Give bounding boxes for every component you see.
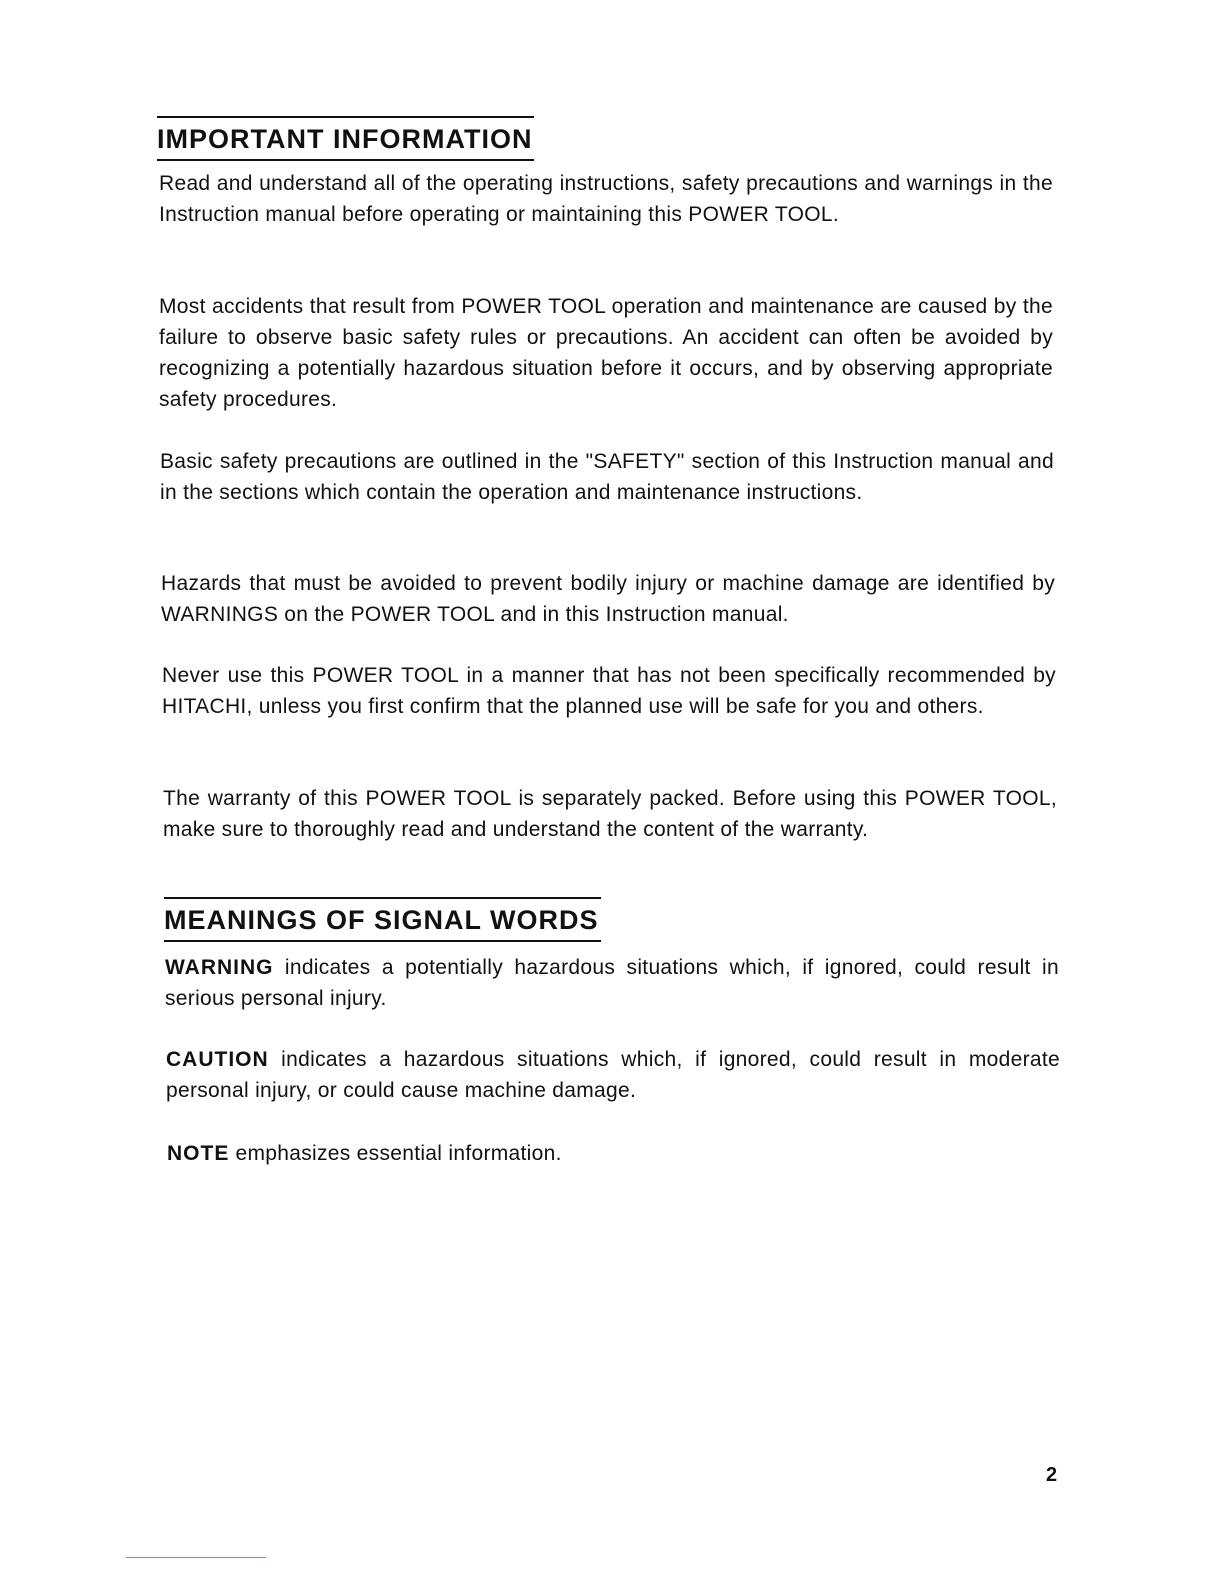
paragraph-hazards: Hazards that must be avoided to prevent bodily injury or machine damage are identified by WARNINGS on the POWER TOOL and in this Instruction manual.: [161, 572, 1055, 626]
note-text: emphasizes essential information.: [229, 1142, 562, 1165]
important-information-heading: IMPORTANT INFORMATION: [157, 116, 534, 161]
caution-label: CAUTION: [166, 1048, 269, 1071]
footer-divider: [126, 1557, 266, 1558]
caution-text: indicates a hazardous situations which, if ignored, could result in moderate personal injury, or could cause machine damage.: [166, 1048, 1060, 1102]
paragraph-never-use: Never use this POWER TOOL in a manner that has not been specifically recommended by HITACHI, unless you first confirm that the planned use will be safe for you and others.: [162, 664, 1056, 718]
signal-word-warning: [165, 952, 1059, 1014]
note-label: NOTE: [167, 1142, 230, 1165]
paragraph-accidents: Most accidents that result from POWER TOOL operation and maintenance are caused by the failure to observe basic safety rules or precautions. An accident can often be avoided by recognizing a potentially hazardous situation before it occurs, and by observing appropriate safety procedures.: [159, 295, 1053, 411]
signal-word-caution: [166, 1044, 1060, 1106]
page-number: 2: [1046, 1464, 1058, 1486]
signal-word-note: [167, 1138, 1061, 1169]
signal-words-heading: MEANINGS OF SIGNAL WORDS: [164, 897, 601, 942]
paragraph-read-instructions: Read and understand all of the operating instructions, safety precautions and warnings in the Instruction manual before operating or maintaining this POWER TOOL.: [159, 172, 1053, 226]
paragraph-warranty: The warranty of this POWER TOOL is separately packed. Before using this POWER TOOL, make sure to thoroughly read and understand the content of the warranty.: [163, 787, 1057, 841]
paragraph-basic-safety: Basic safety precautions are outlined in the "SAFETY" section of this Instruction manual and in the sections which contain the operation and maintenance instructions.: [160, 450, 1054, 504]
warning-label: WARNING: [165, 956, 274, 979]
warning-text: indicates a potentially hazardous situations which, if ignored, could result in serious personal injury.: [165, 956, 1059, 1010]
